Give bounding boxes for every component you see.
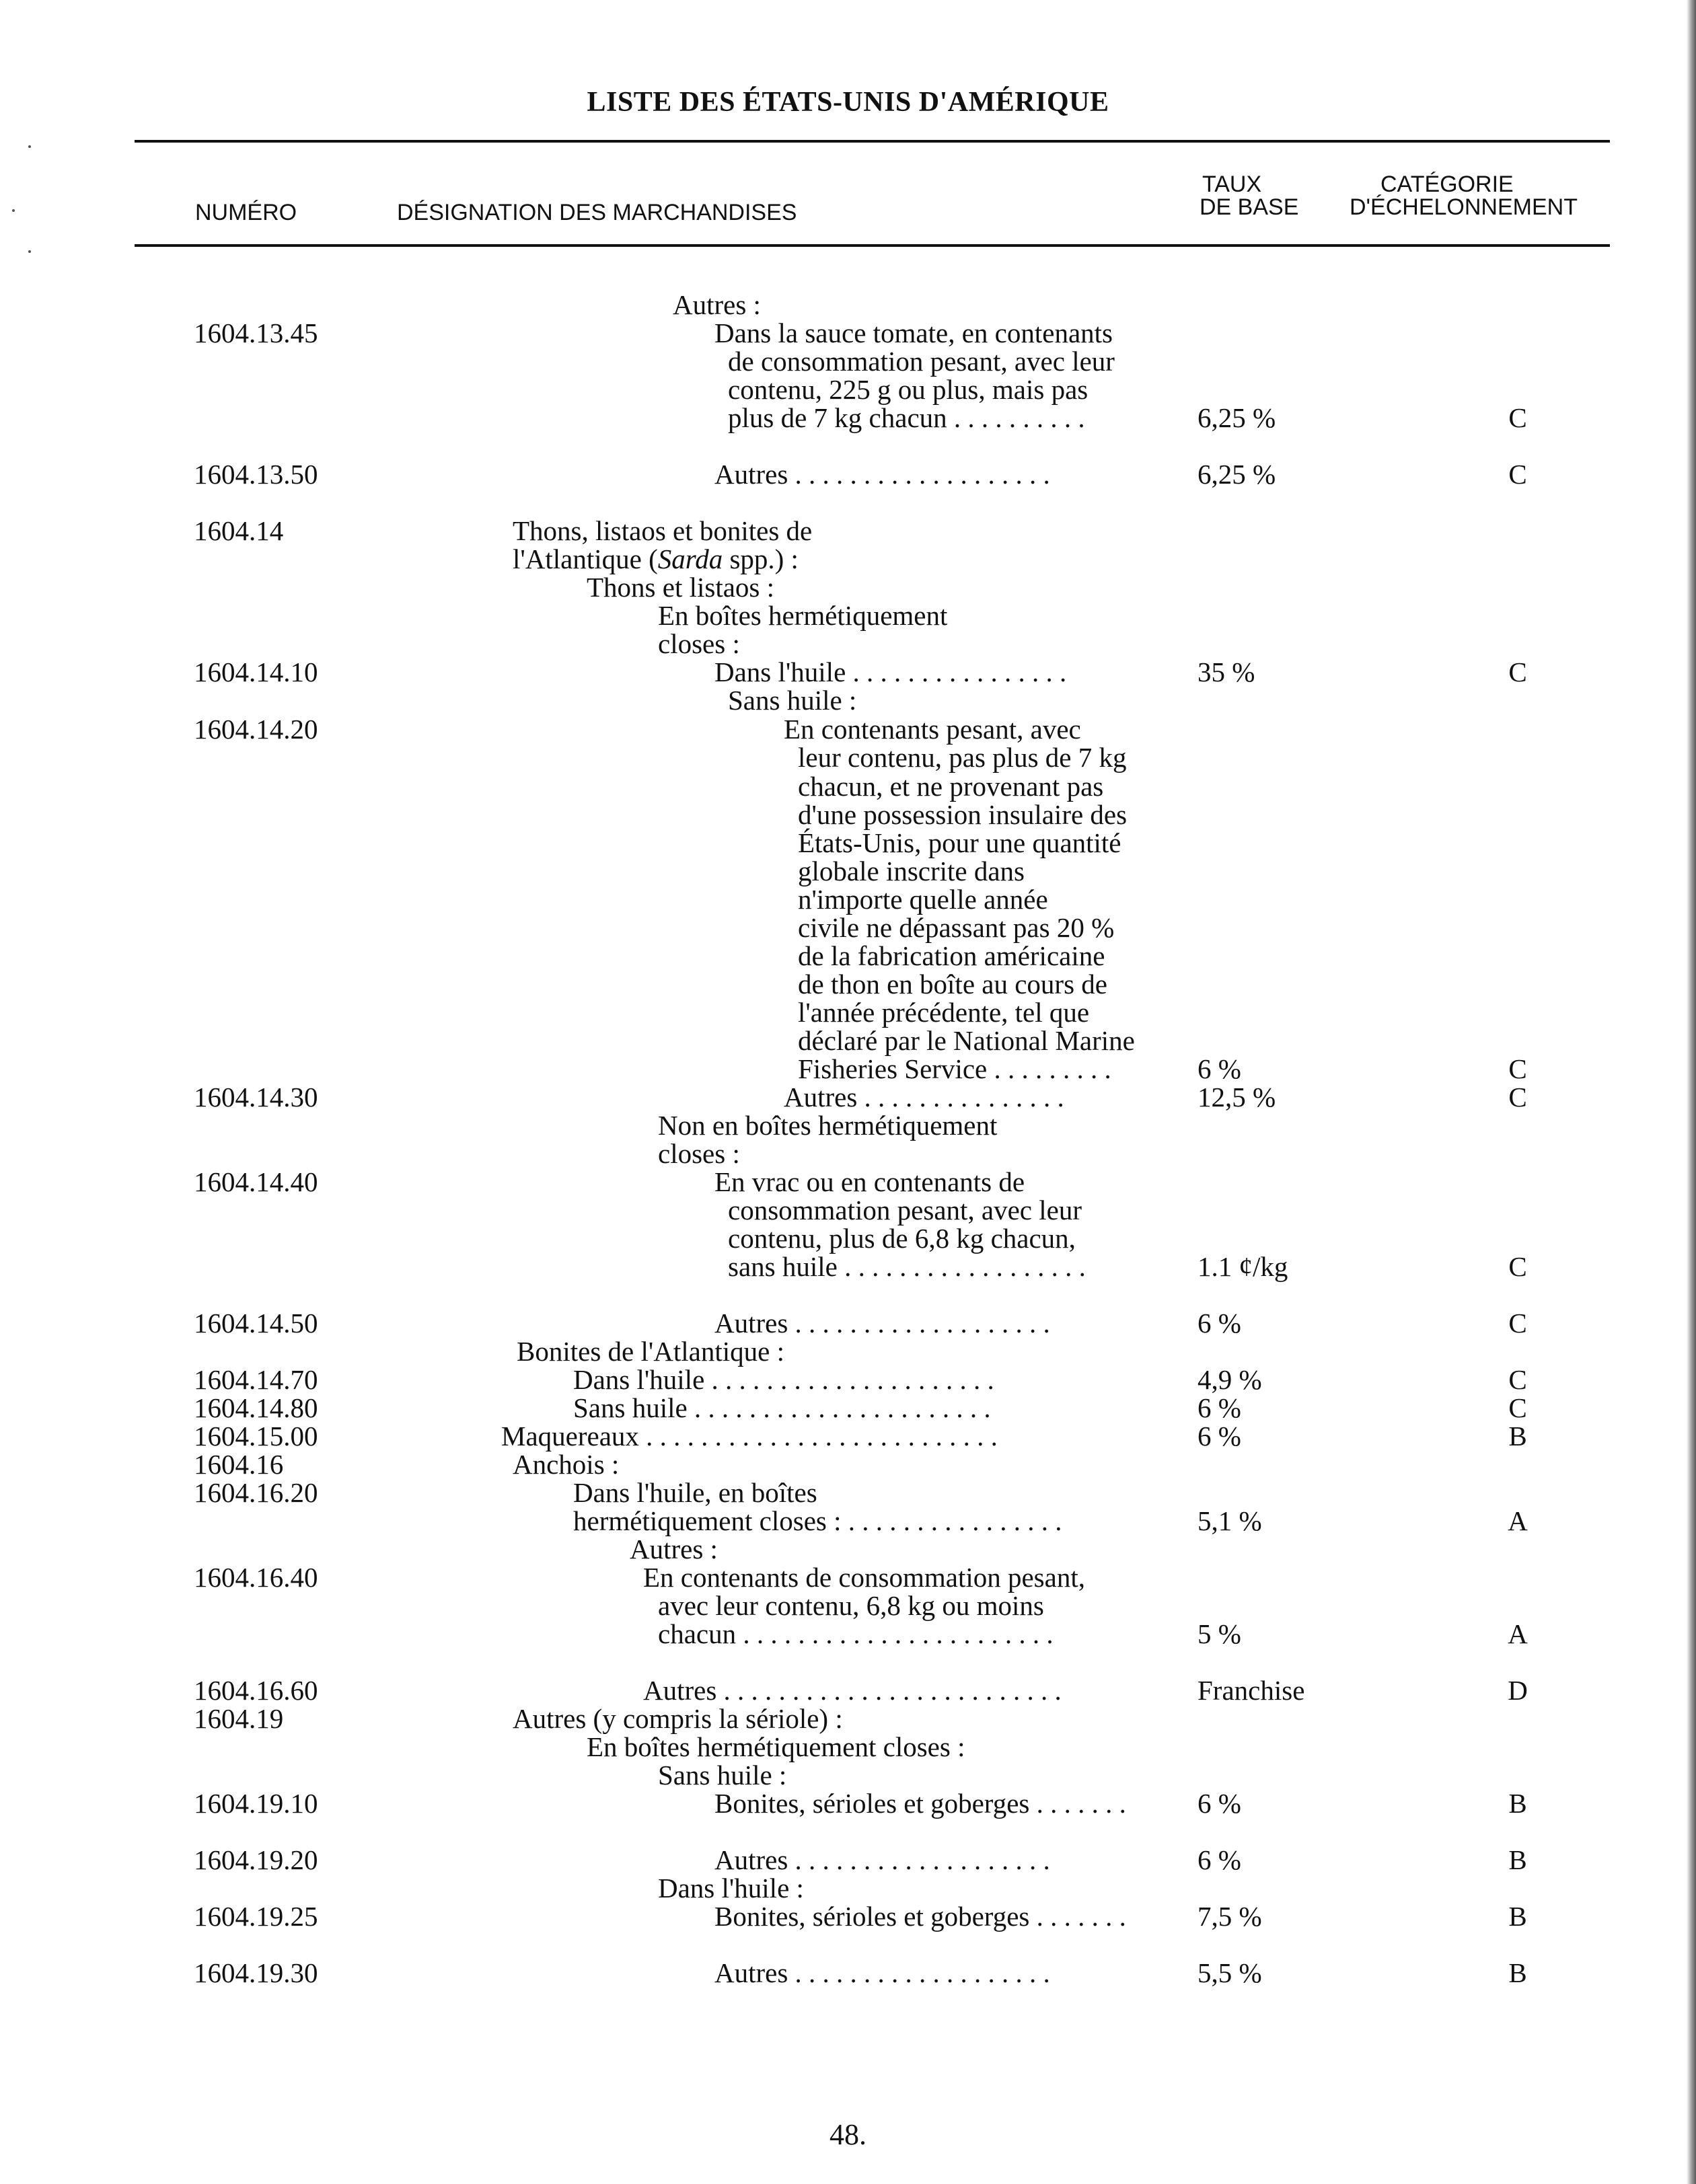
table-row	[0, 1422, 1696, 1450]
goods-description: Anchois :	[513, 1449, 620, 1480]
goods-description: chacun, et ne provenant pas	[798, 771, 1104, 802]
scan-speck	[28, 145, 31, 148]
tariff-number: 1604.19	[194, 1703, 284, 1734]
staging-category: C	[1508, 402, 1527, 433]
table-row	[0, 942, 1696, 970]
table-row	[0, 404, 1696, 432]
header-designation: DÉSIGNATION DES MARCHANDISES	[397, 200, 797, 225]
goods-description: contenu, 225 g ou plus, mais pas	[728, 374, 1089, 405]
goods-description: closes :	[658, 1138, 740, 1169]
base-rate: 5,5 %	[1197, 1957, 1262, 1988]
goods-description: Sans huile :	[728, 685, 857, 716]
tariff-number: 1604.14.40	[194, 1166, 318, 1197]
goods-description: Dans l'huile . . . . . . . . . . . . . . . . . . . . .	[573, 1364, 994, 1395]
table-row	[0, 630, 1696, 658]
goods-description: consommation pesant, avec leur	[728, 1195, 1082, 1226]
staging-category: B	[1508, 1421, 1527, 1452]
table-row	[0, 1252, 1696, 1281]
table-row	[0, 998, 1696, 1026]
goods-description: Autres (y compris la sériole) :	[513, 1703, 843, 1734]
goods-description: de la fabrication américaine	[798, 940, 1105, 971]
table-row	[0, 1139, 1696, 1168]
table-row	[0, 1083, 1696, 1111]
base-rate: 6 %	[1197, 1844, 1241, 1875]
goods-description: hermétiquement closes : . . . . . . . . . . . . . . . .	[573, 1505, 1062, 1536]
tariff-number: 1604.19.20	[194, 1844, 318, 1875]
goods-description: Dans l'huile . . . . . . . . . . . . . . . .	[714, 656, 1067, 687]
goods-description: En contenants pesant, avec	[784, 714, 1081, 745]
goods-description: Thons, listaos et bonites de	[513, 515, 813, 546]
goods-description: de consommation pesant, avec leur	[728, 346, 1115, 377]
base-rate: 6 %	[1197, 1308, 1241, 1339]
table-row	[0, 1676, 1696, 1704]
goods-description: sans huile . . . . . . . . . . . . . . . . . .	[728, 1251, 1086, 1282]
goods-description: Dans l'huile :	[658, 1873, 804, 1904]
goods-description: l'Atlantique (Sarda spp.) :	[513, 543, 799, 574]
staging-category: A	[1508, 1618, 1528, 1649]
goods-description: closes :	[658, 628, 740, 659]
goods-description: Maquereaux . . . . . . . . . . . . . . . . . . . . . . . . . .	[501, 1421, 998, 1452]
tariff-number: 1604.14	[194, 515, 284, 546]
goods-description: Bonites, sérioles et goberges . . . . . . .	[714, 1901, 1126, 1932]
table-row	[0, 1196, 1696, 1224]
goods-description: civile ne dépassant pas 20 %	[798, 912, 1115, 943]
tariff-number: 1604.15.00	[194, 1421, 318, 1452]
goods-description: États-Unis, pour une quantité	[798, 827, 1121, 858]
base-rate: 7,5 %	[1197, 1901, 1262, 1932]
page-number: 48.	[829, 2118, 867, 2151]
staging-category: C	[1508, 1251, 1527, 1282]
staging-category: B	[1508, 1957, 1527, 1988]
base-rate: 6,25 %	[1197, 459, 1276, 490]
table-row	[0, 686, 1696, 714]
page-title: LISTE DES ÉTATS-UNIS D'AMÉRIQUE	[587, 87, 1109, 118]
table-row	[0, 1733, 1696, 1761]
table-row	[0, 1224, 1696, 1252]
goods-description: Bonites de l'Atlantique :	[517, 1336, 784, 1367]
goods-description: En boîtes hermétiquement	[658, 600, 948, 631]
table-row	[0, 1874, 1696, 1902]
tariff-number: 1604.14.10	[194, 656, 318, 687]
base-rate: 6 %	[1197, 1392, 1241, 1423]
header-taux-line1: TAUX	[1202, 172, 1262, 197]
table-row	[0, 1111, 1696, 1139]
staging-category: C	[1508, 1053, 1527, 1084]
table-row	[0, 1563, 1696, 1591]
table-row	[0, 1704, 1696, 1733]
goods-description: Autres . . . . . . . . . . . . . . . . . . .	[714, 459, 1050, 490]
goods-description: l'année précédente, tel que	[798, 997, 1090, 1028]
goods-description: Thons et listaos :	[587, 572, 775, 603]
base-rate: 6 %	[1197, 1053, 1241, 1084]
header-categorie-line1: CATÉGORIE	[1380, 172, 1514, 197]
table-row	[0, 375, 1696, 404]
table-row	[0, 1055, 1696, 1083]
table-row	[0, 1591, 1696, 1620]
staging-category: C	[1508, 1082, 1527, 1113]
goods-description: chacun . . . . . . . . . . . . . . . . . . . . . . .	[658, 1618, 1054, 1649]
table-row	[0, 913, 1696, 942]
table-row	[0, 319, 1696, 347]
tariff-number: 1604.19.10	[194, 1788, 318, 1819]
goods-description: Autres . . . . . . . . . . . . . . . . . . .	[714, 1844, 1050, 1875]
goods-description: Autres . . . . . . . . . . . . . . . . . . .	[714, 1957, 1050, 1988]
tariff-number: 1604.19.25	[194, 1901, 318, 1932]
table-row	[0, 1450, 1696, 1478]
goods-description: Fisheries Service . . . . . . . . .	[798, 1053, 1111, 1084]
goods-description: n'importe quelle année	[798, 884, 1048, 915]
table-row	[0, 743, 1696, 771]
table-row	[0, 1902, 1696, 1930]
staging-category: C	[1508, 1392, 1527, 1423]
table-row	[0, 1959, 1696, 1987]
table-row	[0, 1168, 1696, 1196]
tariff-number: 1604.16.40	[194, 1562, 318, 1593]
table-row	[0, 715, 1696, 743]
goods-description: de thon en boîte au cours de	[798, 969, 1107, 1000]
table-row	[0, 1026, 1696, 1055]
base-rate: 6 %	[1197, 1421, 1241, 1452]
table-row	[0, 460, 1696, 488]
goods-description: Autres . . . . . . . . . . . . . . .	[784, 1082, 1064, 1113]
table-row	[0, 347, 1696, 375]
table-row	[0, 1365, 1696, 1394]
staging-category: C	[1508, 459, 1527, 490]
table-row	[0, 1620, 1696, 1648]
staging-category: B	[1508, 1901, 1527, 1932]
table-row	[0, 573, 1696, 601]
goods-description: avec leur contenu, 6,8 kg ou moins	[658, 1590, 1044, 1621]
table-row	[0, 658, 1696, 686]
header-taux-line2: DE BASE	[1200, 194, 1299, 220]
base-rate: 1.1 ¢/kg	[1197, 1251, 1288, 1282]
base-rate: 12,5 %	[1197, 1082, 1276, 1113]
table-row	[0, 1789, 1696, 1817]
header-categorie-line2: D'ÉCHELONNEMENT	[1350, 194, 1578, 220]
table-row	[0, 1507, 1696, 1535]
header-top-rule	[135, 140, 1610, 143]
tariff-number: 1604.14.20	[194, 714, 318, 745]
goods-description: Autres :	[630, 1534, 718, 1565]
staging-category: C	[1508, 656, 1527, 687]
table-row	[0, 291, 1696, 319]
table-row	[0, 970, 1696, 998]
tariff-number: 1604.16.20	[194, 1477, 318, 1508]
tariff-number: 1604.13.50	[194, 459, 318, 490]
staging-category: D	[1508, 1675, 1528, 1706]
table-row	[0, 517, 1696, 545]
table-row	[0, 1394, 1696, 1422]
table-row	[0, 857, 1696, 885]
tariff-number: 1604.19.30	[194, 1957, 318, 1988]
base-rate: 5 %	[1197, 1618, 1241, 1649]
goods-description: Sans huile . . . . . . . . . . . . . . . . . . . . . .	[573, 1392, 991, 1423]
table-row	[0, 1337, 1696, 1365]
header-numero: NUMÉRO	[195, 200, 297, 225]
tariff-number: 1604.13.45	[194, 317, 318, 348]
goods-description: En contenants de consommation pesant,	[643, 1562, 1085, 1593]
tariff-number: 1604.14.30	[194, 1082, 318, 1113]
tariff-number: 1604.14.70	[194, 1364, 318, 1395]
goods-description: En boîtes hermétiquement closes :	[587, 1731, 965, 1762]
scan-speck	[28, 250, 31, 253]
goods-description: déclaré par le National Marine	[798, 1025, 1135, 1056]
staging-category: C	[1508, 1364, 1527, 1395]
scan-speck	[12, 209, 15, 212]
table-row	[0, 1846, 1696, 1874]
goods-description: Autres :	[673, 289, 761, 320]
goods-description: leur contenu, pas plus de 7 kg	[798, 742, 1127, 773]
scan-edge-shadow	[1687, 0, 1696, 2184]
staging-category: C	[1508, 1308, 1527, 1339]
tariff-number: 1604.16.60	[194, 1675, 318, 1706]
staging-category: A	[1508, 1505, 1528, 1536]
goods-description: d'une possession insulaire des	[798, 799, 1128, 830]
table-row	[0, 772, 1696, 800]
tariff-number: 1604.14.80	[194, 1392, 318, 1423]
goods-description: Dans l'huile, en boîtes	[573, 1477, 817, 1508]
base-rate: 35 %	[1197, 656, 1255, 687]
table-row	[0, 545, 1696, 573]
table-row	[0, 1309, 1696, 1337]
table-row	[0, 1761, 1696, 1789]
table-row	[0, 601, 1696, 630]
goods-description: En vrac ou en contenants de	[714, 1166, 1025, 1197]
table-row	[0, 829, 1696, 857]
base-rate: 4,9 %	[1197, 1364, 1262, 1395]
base-rate: 6,25 %	[1197, 402, 1276, 433]
goods-description: Non en boîtes hermétiquement	[658, 1110, 998, 1141]
table-row	[0, 1535, 1696, 1563]
base-rate: 5,1 %	[1197, 1505, 1262, 1536]
table-row	[0, 800, 1696, 829]
goods-description: Autres . . . . . . . . . . . . . . . . . . .	[714, 1308, 1050, 1339]
goods-description: contenu, plus de 6,8 kg chacun,	[728, 1223, 1076, 1254]
goods-description: globale inscrite dans	[798, 856, 1025, 887]
base-rate: 6 %	[1197, 1788, 1241, 1819]
goods-description: Bonites, sérioles et goberges . . . . . . .	[714, 1788, 1126, 1819]
table-row	[0, 885, 1696, 913]
table-row	[0, 1478, 1696, 1507]
tariff-number: 1604.14.50	[194, 1308, 318, 1339]
header-bottom-rule	[135, 244, 1610, 247]
staging-category: B	[1508, 1788, 1527, 1819]
tariff-number: 1604.16	[194, 1449, 284, 1480]
staging-category: B	[1508, 1844, 1527, 1875]
goods-description: plus de 7 kg chacun . . . . . . . . . .	[728, 402, 1085, 433]
goods-description: Autres . . . . . . . . . . . . . . . . . . . . . . . . .	[643, 1675, 1062, 1706]
goods-description: Dans la sauce tomate, en contenants	[714, 317, 1113, 348]
goods-description: Sans huile :	[658, 1760, 787, 1791]
base-rate: Franchise	[1197, 1675, 1305, 1706]
